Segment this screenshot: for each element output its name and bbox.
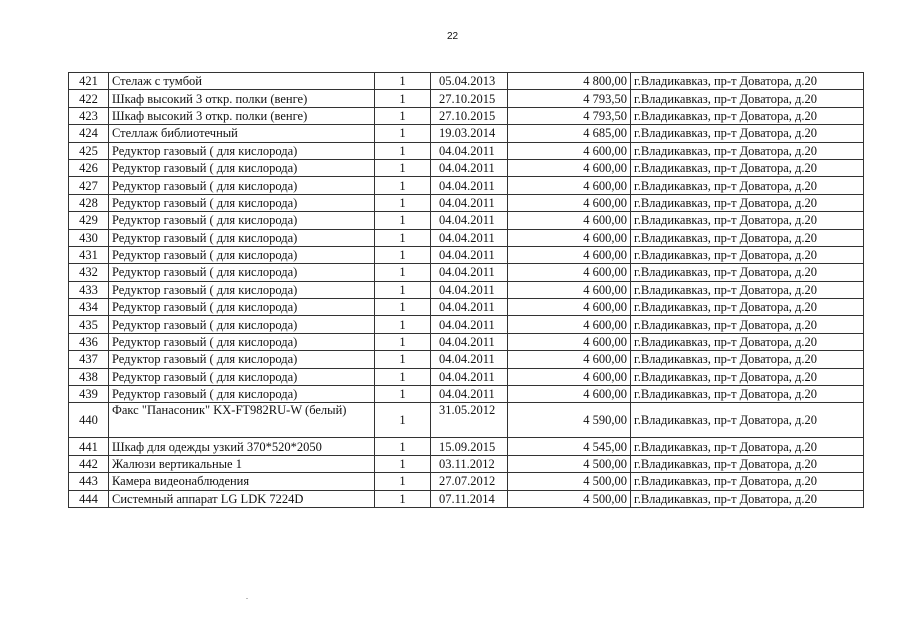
quantity-cell: 1 [375, 125, 431, 142]
quantity-cell: 1 [375, 142, 431, 159]
date-cell: 15.09.2015 [431, 438, 508, 455]
price-cell: 4 590,00 [508, 403, 631, 438]
quantity-cell: 1 [375, 73, 431, 90]
table-row [69, 177, 864, 194]
item-name-cell: Редуктор газовый ( для кислорода) [109, 333, 375, 350]
price-cell: 4 600,00 [508, 229, 631, 246]
row-number-cell: 444 [69, 490, 109, 507]
row-number-cell: 427 [69, 177, 109, 194]
price-cell: 4 793,50 [508, 107, 631, 124]
row-number-cell: 426 [69, 159, 109, 176]
item-name-cell: Редуктор газовый ( для кислорода) [109, 368, 375, 385]
price-cell: 4 500,00 [508, 490, 631, 507]
row-number-cell: 441 [69, 438, 109, 455]
date-cell: 07.11.2014 [431, 490, 508, 507]
price-cell: 4 500,00 [508, 455, 631, 472]
date-cell: 04.04.2011 [431, 229, 508, 246]
date-cell: 19.03.2014 [431, 125, 508, 142]
inventory-table-body [69, 73, 864, 508]
row-number-cell: 423 [69, 107, 109, 124]
item-name-cell: Системный аппарат LG LDK 7224D [109, 490, 375, 507]
date-cell: 04.04.2011 [431, 333, 508, 350]
address-cell: г.Владикавказ, пр-т Доватора, д.20 [631, 351, 864, 368]
address-cell: г.Владикавказ, пр-т Доватора, д.20 [631, 281, 864, 298]
date-cell: 04.04.2011 [431, 142, 508, 159]
table-row [69, 281, 864, 298]
item-name-cell: Шкаф высокий 3 откр. полки (венге) [109, 107, 375, 124]
item-name-cell: Редуктор газовый ( для кислорода) [109, 264, 375, 281]
address-cell: г.Владикавказ, пр-т Доватора, д.20 [631, 333, 864, 350]
item-name-cell: Шкаф для одежды узкий 370*520*2050 [109, 438, 375, 455]
item-name-cell: Жалюзи вертикальные 1 [109, 455, 375, 472]
item-name-cell: Редуктор газовый ( для кислорода) [109, 159, 375, 176]
address-cell: г.Владикавказ, пр-т Доватора, д.20 [631, 107, 864, 124]
date-cell: 04.04.2011 [431, 386, 508, 403]
row-number-cell: 422 [69, 90, 109, 107]
price-cell: 4 600,00 [508, 351, 631, 368]
item-name-cell: Редуктор газовый ( для кислорода) [109, 386, 375, 403]
row-number-cell: 424 [69, 125, 109, 142]
table-row [69, 73, 864, 90]
item-name-cell: Редуктор газовый ( для кислорода) [109, 246, 375, 263]
row-number-cell: 435 [69, 316, 109, 333]
address-cell: г.Владикавказ, пр-т Доватора, д.20 [631, 455, 864, 472]
address-cell: г.Владикавказ, пр-т Доватора, д.20 [631, 73, 864, 90]
address-cell: г.Владикавказ, пр-т Доватора, д.20 [631, 299, 864, 316]
table-row [69, 455, 864, 472]
page-number: 22 [446, 31, 459, 42]
date-cell: 04.04.2011 [431, 194, 508, 211]
date-cell: 04.04.2011 [431, 368, 508, 385]
quantity-cell: 1 [375, 90, 431, 107]
address-cell: г.Владикавказ, пр-т Доватора, д.20 [631, 229, 864, 246]
table-row [69, 403, 864, 438]
price-cell: 4 600,00 [508, 194, 631, 211]
item-name-cell: Редуктор газовый ( для кислорода) [109, 316, 375, 333]
table-row [69, 159, 864, 176]
price-cell: 4 545,00 [508, 438, 631, 455]
date-cell: 04.04.2011 [431, 212, 508, 229]
quantity-cell: 1 [375, 368, 431, 385]
quantity-cell: 1 [375, 212, 431, 229]
row-number-cell: 421 [69, 73, 109, 90]
table-row [69, 194, 864, 211]
table-row [69, 90, 864, 107]
row-number-cell: 430 [69, 229, 109, 246]
date-cell: 04.04.2011 [431, 177, 508, 194]
price-cell: 4 600,00 [508, 386, 631, 403]
date-cell: 04.04.2011 [431, 264, 508, 281]
price-cell: 4 793,50 [508, 90, 631, 107]
quantity-cell: 1 [375, 299, 431, 316]
date-cell: 04.04.2011 [431, 351, 508, 368]
item-name-cell: Редуктор газовый ( для кислорода) [109, 351, 375, 368]
price-cell: 4 600,00 [508, 316, 631, 333]
table-row [69, 125, 864, 142]
table-row [69, 490, 864, 507]
item-name-cell: Редуктор газовый ( для кислорода) [109, 212, 375, 229]
quantity-cell: 1 [375, 177, 431, 194]
date-cell: 27.07.2012 [431, 473, 508, 490]
item-name-cell: Редуктор газовый ( для кислорода) [109, 281, 375, 298]
item-name-cell: Редуктор газовый ( для кислорода) [109, 142, 375, 159]
address-cell: г.Владикавказ, пр-т Доватора, д.20 [631, 386, 864, 403]
item-name-cell: Стеллаж библиотечный [109, 125, 375, 142]
address-cell: г.Владикавказ, пр-т Доватора, д.20 [631, 159, 864, 176]
date-cell: 04.04.2011 [431, 246, 508, 263]
table-row [69, 229, 864, 246]
price-cell: 4 685,00 [508, 125, 631, 142]
price-cell: 4 600,00 [508, 299, 631, 316]
quantity-cell: 1 [375, 403, 431, 438]
row-number-cell: 428 [69, 194, 109, 211]
date-cell: 27.10.2015 [431, 107, 508, 124]
address-cell: г.Владикавказ, пр-т Доватора, д.20 [631, 368, 864, 385]
price-cell: 4 600,00 [508, 246, 631, 263]
address-cell: г.Владикавказ, пр-т Доватора, д.20 [631, 316, 864, 333]
price-cell: 4 600,00 [508, 368, 631, 385]
quantity-cell: 1 [375, 246, 431, 263]
row-number-cell: 439 [69, 386, 109, 403]
row-number-cell: 434 [69, 299, 109, 316]
item-name-cell: Редуктор газовый ( для кислорода) [109, 229, 375, 246]
row-number-cell: 431 [69, 246, 109, 263]
date-cell: 31.05.2012 [431, 403, 508, 438]
row-number-cell: 433 [69, 281, 109, 298]
date-cell: 03.11.2012 [431, 455, 508, 472]
price-cell: 4 600,00 [508, 177, 631, 194]
item-name-cell: Стелаж с тумбой [109, 73, 375, 90]
table-row [69, 142, 864, 159]
row-number-cell: 440 [69, 403, 109, 438]
quantity-cell: 1 [375, 386, 431, 403]
quantity-cell: 1 [375, 473, 431, 490]
address-cell: г.Владикавказ, пр-т Доватора, д.20 [631, 246, 864, 263]
table-row [69, 351, 864, 368]
price-cell: 4 600,00 [508, 212, 631, 229]
quantity-cell: 1 [375, 351, 431, 368]
quantity-cell: 1 [375, 264, 431, 281]
table-row [69, 386, 864, 403]
table-row [69, 264, 864, 281]
address-cell: г.Владикавказ, пр-т Доватора, д.20 [631, 438, 864, 455]
row-number-cell: 442 [69, 455, 109, 472]
table-row [69, 473, 864, 490]
date-cell: 05.04.2013 [431, 73, 508, 90]
row-number-cell: 425 [69, 142, 109, 159]
row-number-cell: 443 [69, 473, 109, 490]
row-number-cell: 432 [69, 264, 109, 281]
item-name-cell: Редуктор газовый ( для кислорода) [109, 177, 375, 194]
table-row [69, 438, 864, 455]
row-number-cell: 436 [69, 333, 109, 350]
table-row [69, 299, 864, 316]
price-cell: 4 600,00 [508, 264, 631, 281]
quantity-cell: 1 [375, 316, 431, 333]
item-name-cell: Шкаф высокий 3 откр. полки (венге) [109, 90, 375, 107]
item-name-cell: Факс "Панасоник" KX-FT982RU-W (белый) [109, 403, 375, 438]
price-cell: 4 600,00 [508, 159, 631, 176]
table-row [69, 316, 864, 333]
quantity-cell: 1 [375, 159, 431, 176]
quantity-cell: 1 [375, 107, 431, 124]
table-row [69, 246, 864, 263]
quantity-cell: 1 [375, 281, 431, 298]
address-cell: г.Владикавказ, пр-т Доватора, д.20 [631, 177, 864, 194]
price-cell: 4 500,00 [508, 473, 631, 490]
table-row [69, 333, 864, 350]
date-cell: 04.04.2011 [431, 281, 508, 298]
row-number-cell: 438 [69, 368, 109, 385]
inventory-table [68, 72, 864, 508]
item-name-cell: Редуктор газовый ( для кислорода) [109, 299, 375, 316]
address-cell: г.Владикавказ, пр-т Доватора, д.20 [631, 403, 864, 438]
address-cell: г.Владикавказ, пр-т Доватора, д.20 [631, 142, 864, 159]
table-row [69, 212, 864, 229]
address-cell: г.Владикавказ, пр-т Доватора, д.20 [631, 473, 864, 490]
price-cell: 4 600,00 [508, 333, 631, 350]
address-cell: г.Владикавказ, пр-т Доватора, д.20 [631, 264, 864, 281]
quantity-cell: 1 [375, 333, 431, 350]
item-name-cell: Камера видеонаблюдения [109, 473, 375, 490]
date-cell: 04.04.2011 [431, 159, 508, 176]
address-cell: г.Владикавказ, пр-т Доватора, д.20 [631, 212, 864, 229]
quantity-cell: 1 [375, 194, 431, 211]
address-cell: г.Владикавказ, пр-т Доватора, д.20 [631, 194, 864, 211]
quantity-cell: 1 [375, 490, 431, 507]
address-cell: г.Владикавказ, пр-т Доватора, д.20 [631, 125, 864, 142]
table-row [69, 107, 864, 124]
quantity-cell: 1 [375, 229, 431, 246]
quantity-cell: 1 [375, 455, 431, 472]
price-cell: 4 600,00 [508, 281, 631, 298]
price-cell: 4 800,00 [508, 73, 631, 90]
quantity-cell: 1 [375, 438, 431, 455]
address-cell: г.Владикавказ, пр-т Доватора, д.20 [631, 90, 864, 107]
row-number-cell: 437 [69, 351, 109, 368]
date-cell: 04.04.2011 [431, 299, 508, 316]
row-number-cell: 429 [69, 212, 109, 229]
address-cell: г.Владикавказ, пр-т Доватора, д.20 [631, 490, 864, 507]
scan-speck [246, 598, 248, 599]
date-cell: 04.04.2011 [431, 316, 508, 333]
table-row [69, 368, 864, 385]
price-cell: 4 600,00 [508, 142, 631, 159]
item-name-cell: Редуктор газовый ( для кислорода) [109, 194, 375, 211]
date-cell: 27.10.2015 [431, 90, 508, 107]
